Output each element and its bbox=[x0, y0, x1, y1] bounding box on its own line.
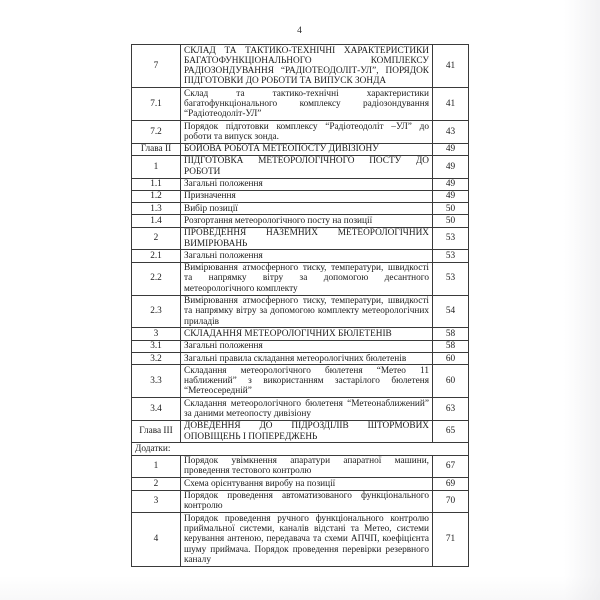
toc-row-number: 3 bbox=[132, 328, 181, 340]
toc-row-title: Загальні положення bbox=[181, 340, 433, 352]
toc-row-number: Глава III bbox=[132, 420, 181, 443]
toc-row-number: 7.1 bbox=[132, 88, 181, 121]
toc-row bbox=[132, 420, 469, 443]
toc-table bbox=[131, 44, 469, 567]
toc-row-title: Вибір позиції bbox=[181, 203, 433, 215]
toc-row-page: 70 bbox=[433, 490, 469, 513]
toc-row-page: 67 bbox=[433, 455, 469, 478]
toc-row-page: 53 bbox=[433, 262, 469, 295]
toc-row-number: 3.4 bbox=[132, 398, 181, 421]
toc-row-title: Порядок увімкнення апаратури апаратної машини, проведення тестового контролю bbox=[181, 455, 433, 478]
toc-row bbox=[132, 227, 469, 250]
toc-row bbox=[132, 365, 469, 398]
toc-row-page: 49 bbox=[433, 143, 469, 155]
toc-row bbox=[132, 45, 469, 88]
toc-row-number: 2 bbox=[132, 478, 181, 490]
toc-row-page: 50 bbox=[433, 203, 469, 215]
toc-row-title: Склад та тактико-технічні характеристики багатофункціонального комплексу радіозондування “Радіотеодоліт-УЛ” bbox=[181, 88, 433, 121]
toc-row-page: 49 bbox=[433, 190, 469, 202]
toc-row bbox=[132, 203, 469, 215]
toc-row-title: Загальні положення bbox=[181, 178, 433, 190]
toc-row-title: ДОВЕДЕННЯ ДО ПІДРОЗДІЛІВ ШТОРМОВИХ ОПОВІЩЕНЬ І ПОПЕРЕДЖЕНЬ bbox=[181, 420, 433, 443]
toc-row bbox=[132, 88, 469, 121]
toc-row-title: Порядок проведення ручного функціонального контролю приймальної системи, каналів відстані та Метео, системи керування антеною, передавача та схеми АПЧП, коефіцієнта шуму приймача. Порядок проведення перевірки резервного каналу bbox=[181, 513, 433, 566]
toc-row-page: 65 bbox=[433, 420, 469, 443]
toc-row bbox=[132, 143, 469, 155]
toc-row bbox=[132, 513, 469, 566]
toc-row-title: Загальні правила складання метеорологічних бюлетенів bbox=[181, 353, 433, 365]
toc-row-page: 58 bbox=[433, 340, 469, 352]
toc-row bbox=[132, 262, 469, 295]
toc-row-title: Порядок проведення автоматизованого функціонального контролю bbox=[181, 490, 433, 513]
toc-row-title: Схема орієнтування виробу на позиції bbox=[181, 478, 433, 490]
toc-row-title: ПРОВЕДЕННЯ НАЗЕМНИХ МЕТЕОРОЛОГІЧНИХ ВИМІРЮВАНЬ bbox=[181, 227, 433, 250]
toc-row-title: Складання метеорологічного бюлетеня “Метеонаближений” за даними метеопосту дивізіону bbox=[181, 398, 433, 421]
toc-row-number: 3.2 bbox=[132, 353, 181, 365]
toc-row-page: 53 bbox=[433, 250, 469, 262]
toc-row-number: 1.4 bbox=[132, 215, 181, 227]
toc-row-title: СКЛАД ТА ТАКТИКО-ТЕХНІЧНІ ХАРАКТЕРИСТИКИ БАГАТОФУНКЦІОНАЛЬНОГО КОМПЛЕКСУ РАДІОЗОНДУВАННЯ “РАДІОТЕОДОЛІТ-УЛ”, ПОРЯДОК ПІДГОТОВКИ ДО РОБОТИ ТА ВИПУСК ЗОНДА bbox=[181, 45, 433, 88]
toc-row-page: 49 bbox=[433, 155, 469, 178]
toc-row-page: 63 bbox=[433, 398, 469, 421]
toc-row-title: Складання метеорологічного бюлетеня “Метео 11 наближений” з використанням застарілого бюлетеня “Метеосередній” bbox=[181, 365, 433, 398]
toc-row-title: Призначення bbox=[181, 190, 433, 202]
toc-row bbox=[132, 250, 469, 262]
toc-row bbox=[132, 121, 469, 144]
toc-row-number: 1.3 bbox=[132, 203, 181, 215]
toc-row-page: 54 bbox=[433, 295, 469, 328]
toc-row-page: 60 bbox=[433, 365, 469, 398]
toc-row-page: 49 bbox=[433, 178, 469, 190]
toc-row-number: 1 bbox=[132, 155, 181, 178]
toc-row-title: СКЛАДАННЯ МЕТЕОРОЛОГІЧНИХ БЮЛЕТЕНІВ bbox=[181, 328, 433, 340]
toc-row-number: 2.1 bbox=[132, 250, 181, 262]
toc-row-title: Порядок підготовки комплексу “Радіотеодоліт –УЛ” до роботи та випуск зонда. bbox=[181, 121, 433, 144]
toc-row-page: 69 bbox=[433, 478, 469, 490]
toc-row-number: 3.1 bbox=[132, 340, 181, 352]
toc-row bbox=[132, 178, 469, 190]
toc-row-number: 1.1 bbox=[132, 178, 181, 190]
toc-row bbox=[132, 455, 469, 478]
toc-row-page: 41 bbox=[433, 45, 469, 88]
toc-row-title: Вимірювання атмосферного тиску, температури, швидкості та напрямку вітру за допомогою десантного метеорологічного комплекту bbox=[181, 262, 433, 295]
toc-row bbox=[132, 353, 469, 365]
toc-row-page: 71 bbox=[433, 513, 469, 566]
toc-row-number: 2.2 bbox=[132, 262, 181, 295]
toc-row-number: 4 bbox=[132, 513, 181, 566]
toc-row-number: Глава II bbox=[132, 143, 181, 155]
toc-row-title: ПІДГОТОВКА МЕТЕОРОЛОГІЧНОГО ПОСТУ ДО РОБОТИ bbox=[181, 155, 433, 178]
toc-row-page: 58 bbox=[433, 328, 469, 340]
toc-row bbox=[132, 295, 469, 328]
toc-row bbox=[132, 215, 469, 227]
toc-row bbox=[132, 190, 469, 202]
toc-row bbox=[132, 490, 469, 513]
toc-row bbox=[132, 328, 469, 340]
toc-row-number: 2.3 bbox=[132, 295, 181, 328]
toc-section-row bbox=[132, 443, 469, 455]
toc-row-number: 3.3 bbox=[132, 365, 181, 398]
toc-row bbox=[132, 155, 469, 178]
toc-row-title: Загальні положення bbox=[181, 250, 433, 262]
toc-row bbox=[132, 340, 469, 352]
toc-row-number: 2 bbox=[132, 227, 181, 250]
toc-row-number: 1.2 bbox=[132, 190, 181, 202]
toc-row-title: Розгортання метеорологічного посту на позиції bbox=[181, 215, 433, 227]
toc-row-number: 7 bbox=[132, 45, 181, 88]
toc-row-page: 43 bbox=[433, 121, 469, 144]
toc-section-label: Додатки: bbox=[132, 443, 469, 455]
toc-row-number: 7.2 bbox=[132, 121, 181, 144]
toc-row-title: БОЙОВА РОБОТА МЕТЕОПОСТУ ДИВІЗІОНУ bbox=[181, 143, 433, 155]
toc-row bbox=[132, 478, 469, 490]
toc-row-page: 50 bbox=[433, 215, 469, 227]
toc-row-page: 53 bbox=[433, 227, 469, 250]
toc-row-page: 41 bbox=[433, 88, 469, 121]
page-number: 4 bbox=[297, 26, 302, 36]
toc-row bbox=[132, 398, 469, 421]
toc-row-number: 3 bbox=[132, 490, 181, 513]
toc-row-title: Вимірювання атмосферного тиску, температури, швидкості та напрямку вітру за допомогою комплекту метеорологічних приладів bbox=[181, 295, 433, 328]
toc-row-page: 60 bbox=[433, 353, 469, 365]
toc-row-number: 1 bbox=[132, 455, 181, 478]
